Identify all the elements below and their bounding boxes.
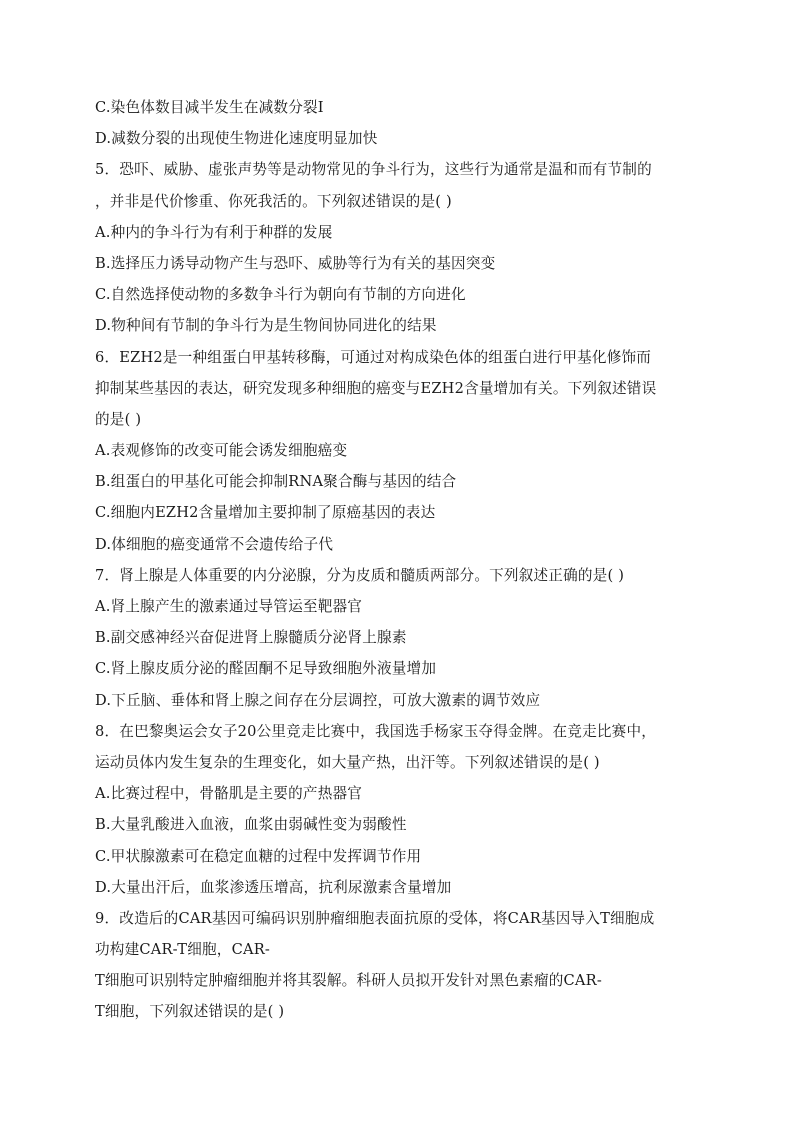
text-line: D.物种间有节制的争斗行为是生物间协同进化的结果: [95, 317, 437, 335]
text-line: C.肾上腺皮质分泌的醛固酮不足导致细胞外液量增加: [95, 660, 437, 678]
text-line: T细胞，下列叙述错误的是( ): [95, 1003, 285, 1021]
text-line: 运动员体内发生复杂的生理变化，如大量产热，出汗等。下列叙述错误的是( ): [95, 753, 600, 771]
text-line: C.甲状腺激素可在稳定血糖的过程中发挥调节作用: [95, 847, 422, 865]
text-line: A.种内的争斗行为有利于种群的发展: [95, 223, 333, 241]
text-line: A.比赛过程中，骨骼肌是主要的产热器官: [95, 785, 363, 803]
text-line: D.大量出汗后，血浆渗透压增高，抗利尿激素含量增加: [95, 878, 452, 896]
text-line: D.体细胞的癌变通常不会遗传给子代: [95, 535, 334, 553]
text-line: C.染色体数目减半发生在减数分裂I: [95, 99, 324, 116]
text-line: D.减数分裂的出现使生物进化速度明显加快: [95, 130, 378, 148]
text-line: B.组蛋白的甲基化可能会抑制RNA聚合酶与基因的结合: [95, 473, 457, 491]
text-line: ，并非是代价惨重、你死我活的。下列叙述错误的是( ): [95, 192, 452, 210]
text-line: B.大量乳酸进入血液，血浆由弱碱性变为弱酸性: [95, 816, 407, 834]
text-line: B.选择压力诱导动物产生与恐吓、威胁等行为有关的基因突变: [95, 254, 496, 272]
text-line: 的是( ): [95, 410, 142, 428]
text-line: D.下丘脑、垂体和肾上腺之间存在分层调控，可放大激素的调节效应: [95, 691, 541, 709]
text-line: 6．EZH2是一种组蛋白甲基转移酶，可通过对构成染色体的组蛋白进行甲基化修饰而: [95, 348, 652, 366]
text-line: 5．恐吓、威胁、虚张声势等是动物常见的争斗行为，这些行为通常是温和而有节制的: [95, 161, 652, 179]
text-line: 7．肾上腺是人体重要的内分泌腺，分为皮质和髓质两部分。下列叙述正确的是( ): [95, 566, 625, 584]
text-line: 9．改造后的CAR基因可编码识别肿瘤细胞表面抗原的受体，将CAR基因导入T细胞成: [95, 909, 655, 927]
text-line: C.自然选择使动物的多数争斗行为朝向有节制的方向进化: [95, 286, 466, 304]
text-line: A.表观修饰的改变可能会诱发细胞癌变: [95, 442, 348, 460]
question-text: [95, 92, 705, 1028]
text-line: 8．在巴黎奥运会女子20公里竞走比赛中，我国选手杨家玉夺得金牌。在竞走比赛中，: [95, 722, 657, 740]
text-line: C.细胞内EZH2含量增加主要抑制了原癌基因的表达: [95, 504, 436, 522]
text-line: B.副交感神经兴奋促进肾上腺髓质分泌肾上腺素: [95, 629, 407, 647]
text-line: A.肾上腺产生的激素通过导管运至靶器官: [95, 598, 363, 615]
text-line: T细胞可识别特定肿瘤细胞并将其裂解。科研人员拟开发针对黑色素瘤的CAR-: [95, 972, 602, 990]
text-line: 功构建CAR-T细胞，CAR-: [95, 941, 271, 959]
text-line: 抑制某些基因的表达，研究发现多种细胞的癌变与EZH2含量增加有关。下列叙述错误: [95, 379, 657, 397]
